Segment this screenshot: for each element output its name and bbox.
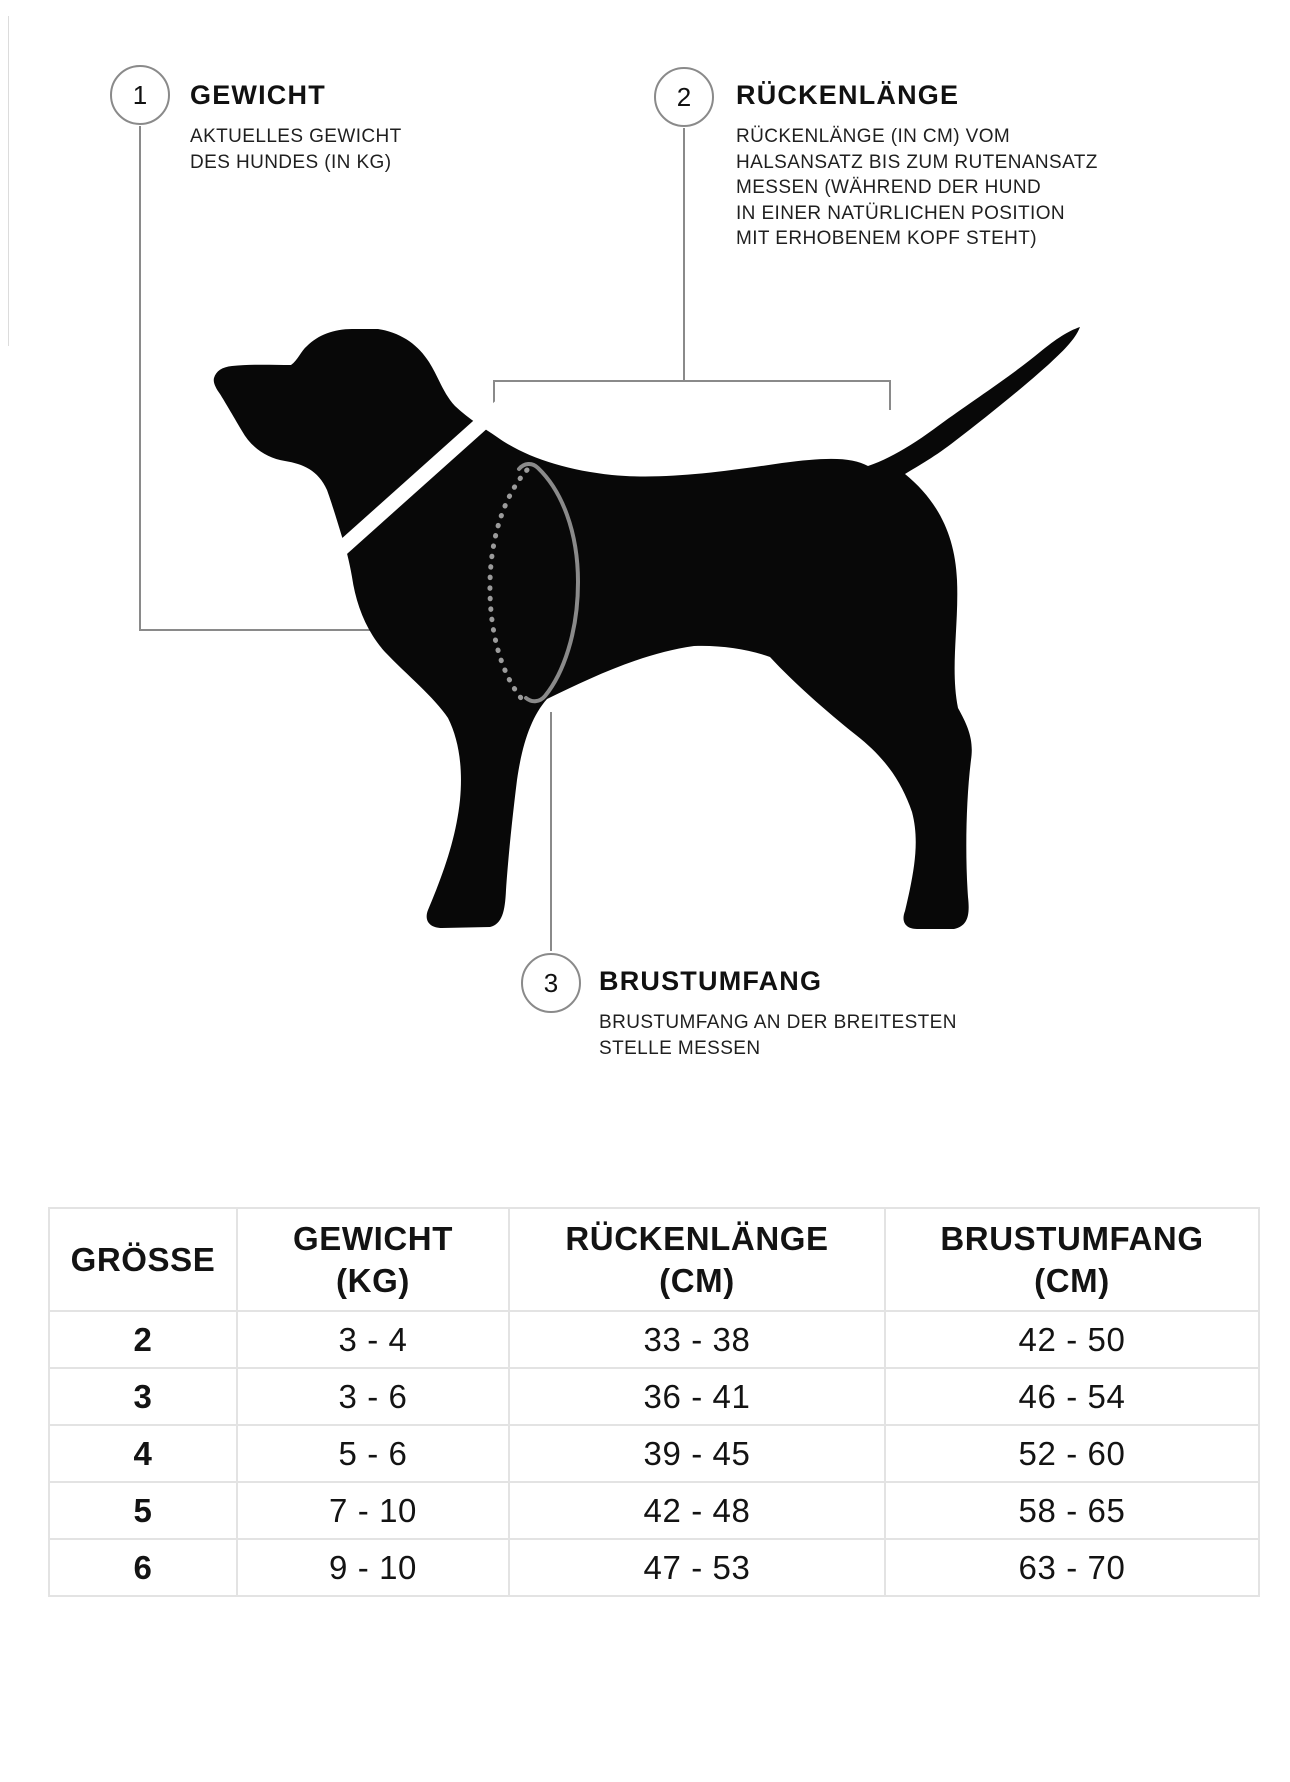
header-line: GEWICHT: [292, 1219, 453, 1257]
cell-chest: 46 - 54: [885, 1368, 1259, 1425]
header-line: GRÖSSE: [70, 1240, 216, 1278]
table-row: [49, 1539, 1259, 1596]
cell-chest: 52 - 60: [885, 1425, 1259, 1482]
cell-size: 5: [49, 1482, 237, 1539]
table-row: [49, 1311, 1259, 1368]
header-line: (CM): [1034, 1261, 1110, 1299]
header-gewicht: [237, 1208, 509, 1311]
cell-chest: 63 - 70: [885, 1539, 1259, 1596]
cell-weight: 9 - 10: [237, 1539, 509, 1596]
size-table: [48, 1207, 1260, 1597]
header-line: RÜCKENLÄNGE: [565, 1219, 829, 1257]
cell-back-length: 33 - 38: [509, 1311, 885, 1368]
header-rueckenlaenge: [509, 1208, 885, 1311]
header-brustumfang: [885, 1208, 1259, 1311]
desc-line: AKTUELLES GEWICHT: [190, 126, 402, 147]
desc-line: MIT ERHOBENEM KOPF STEHT): [736, 228, 1038, 249]
header-line: BRUSTUMFANG: [940, 1219, 1204, 1257]
cell-weight: 7 - 10: [237, 1482, 509, 1539]
cell-weight: 5 - 6: [237, 1425, 509, 1482]
back-length-bracket: [494, 381, 890, 413]
table-row: [49, 1482, 1259, 1539]
cell-weight: 3 - 6: [237, 1368, 509, 1425]
cell-size: 6: [49, 1539, 237, 1596]
cell-back-length: 39 - 45: [509, 1425, 885, 1482]
annotation-desc-chest: [599, 1010, 957, 1061]
desc-line: MESSEN (WÄHREND DER HUND: [736, 177, 1042, 198]
annotation-number-2: 2: [676, 81, 692, 112]
desc-line: HALSANSATZ BIS ZUM RUTENANSATZ: [736, 151, 1098, 173]
annotation-circle-1: [110, 65, 170, 125]
desc-line: RÜCKENLÄNGE (IN CM) VOM: [736, 126, 1011, 147]
desc-line: BRUSTUMFANG AN DER BREITESTEN: [599, 1012, 957, 1033]
cell-size: 3: [49, 1368, 237, 1425]
desc-line: DES HUNDES (IN KG): [190, 151, 392, 173]
annotation-title-chest: BRUSTUMFANG: [599, 966, 823, 996]
annotation-title-weight: GEWICHT: [190, 80, 326, 110]
annotation-number-1: 1: [132, 79, 148, 110]
header-line: (KG): [336, 1261, 410, 1299]
cell-back-length: 42 - 48: [509, 1482, 885, 1539]
dog-silhouette: [214, 327, 1080, 929]
annotation-circle-3: [521, 953, 581, 1013]
cell-back-length: 36 - 41: [509, 1368, 885, 1425]
table-row: [49, 1425, 1259, 1482]
annotation-desc-back-length: [736, 124, 1098, 252]
annotation-desc-weight: [190, 124, 402, 175]
cell-size: 2: [49, 1311, 237, 1368]
desc-line: STELLE MESSEN: [599, 1037, 761, 1059]
cell-chest: 58 - 65: [885, 1482, 1259, 1539]
annotation-number-3: 3: [543, 967, 559, 998]
cell-back-length: 47 - 53: [509, 1539, 885, 1596]
annotation-title-back-length: RÜCKENLÄNGE: [736, 80, 960, 110]
header-groesse: [49, 1208, 237, 1311]
cell-chest: 42 - 50: [885, 1311, 1259, 1368]
annotation-circle-2: [654, 67, 714, 127]
cell-size: 4: [49, 1425, 237, 1482]
cell-weight: 3 - 4: [237, 1311, 509, 1368]
header-line: (CM): [659, 1261, 735, 1299]
table-row: [49, 1368, 1259, 1425]
desc-line: IN EINER NATÜRLICHEN POSITION: [736, 202, 1066, 224]
size-table-header-row: [49, 1208, 1259, 1311]
